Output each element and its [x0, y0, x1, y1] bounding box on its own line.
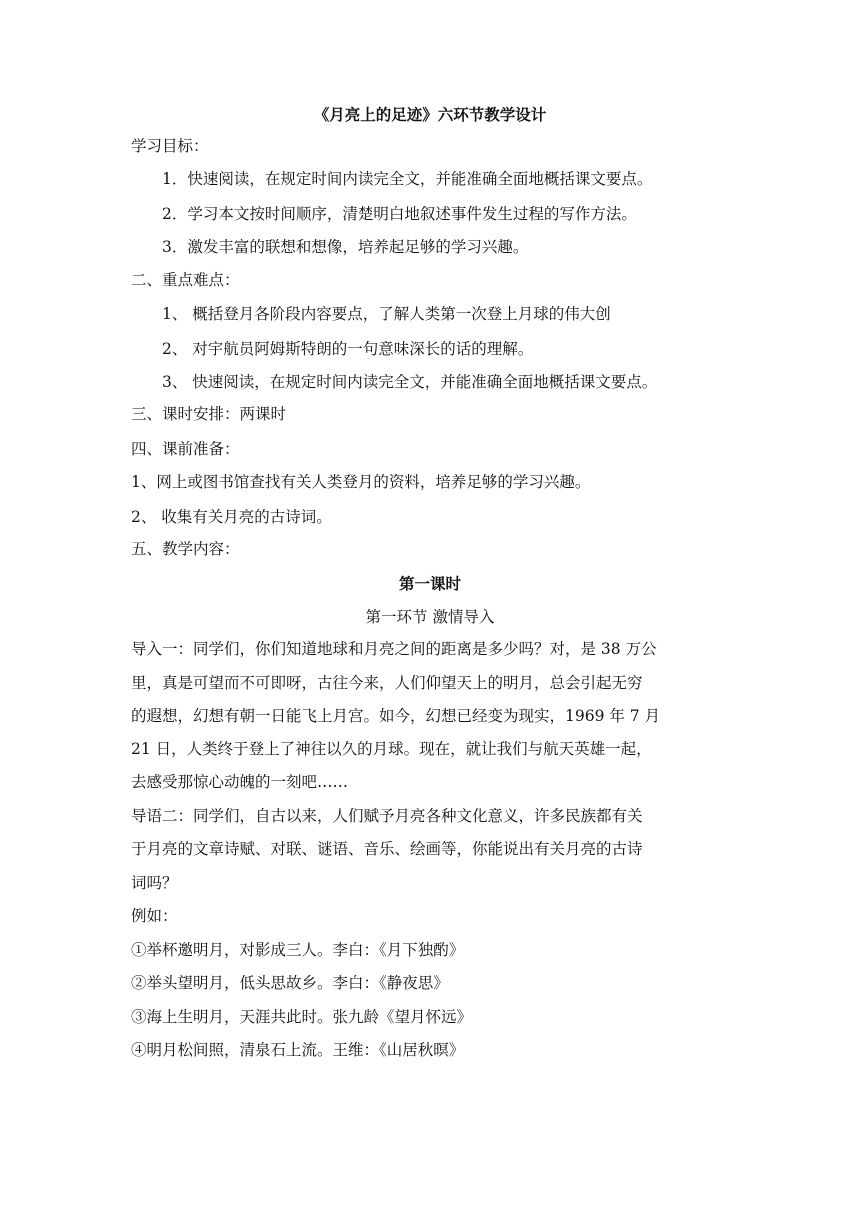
content-heading: 五、教学内容：	[131, 540, 240, 558]
prep-item-1: 1、网上或图书馆查找有关人类登月的资料，培养足够的学习兴趣。	[131, 473, 591, 491]
objective-1: 1．快速阅读，在规定时间内读完全文，并能准确全面地概括课文要点。	[162, 170, 653, 188]
period-title: 第一课时	[398, 574, 461, 593]
difficulty-heading: 二、重点难点：	[131, 271, 240, 289]
intro1-line-1: 导入一：同学们，你们知道地球和月亮之间的距离是多少吗？对，是 38 万公	[131, 640, 657, 658]
prep-heading: 四、课前准备：	[131, 440, 240, 458]
intro2-line-3: 词吗？	[131, 874, 178, 892]
difficulty-2: 2、 对宇航员阿姆斯特朗的一句意味深长的话的理解。	[162, 340, 534, 358]
intro1-line-5: 去感受那惊心动魄的一刻吧……	[131, 773, 349, 791]
schedule-line: 三、课时安排：两课时	[131, 405, 287, 423]
example-3: ③海上生明月，天涯共此时。张九龄《望月怀远》	[131, 1008, 473, 1026]
objective-2: 2．学习本文按时间顺序，清楚明白地叙述事件发生过程的写作方法。	[162, 205, 637, 223]
prep-item-2: 2、 收集有关月亮的古诗词。	[131, 508, 332, 526]
objective-3: 3．激发丰富的联想和想像，培养起足够的学习兴趣。	[162, 238, 529, 256]
document-title: 《月亮上的足迹》六环节教学设计	[313, 105, 547, 124]
intro1-line-3: 的遐想，幻想有朝一日能飞上月宫。如今，幻想已经变为现实，1969 年 7 月	[131, 707, 661, 725]
intro1-line-2: 里，真是可望而不可即呀，古往今来，人们仰望天上的明月，总会引起无穷	[131, 674, 643, 692]
objectives-heading: 学习目标：	[131, 137, 209, 155]
example-4: ④明月松间照，清泉石上流。王维：《山居秋暝》	[131, 1041, 465, 1059]
example-2: ②举头望明月，低头思故乡。李白：《静夜思》	[131, 974, 449, 992]
intro2-line-1: 导语二：同学们，自古以来，人们赋予月亮各种文化意义，许多民族都有关	[131, 807, 643, 825]
intro2-line-2: 于月亮的文章诗赋、对联、谜语、音乐、绘画等，你能说出有关月亮的古诗	[131, 840, 643, 858]
step-title: 第一环节 激情导入	[365, 608, 495, 626]
difficulty-3: 3、 快速阅读，在规定时间内读完全文，并能准确全面地概括课文要点。	[162, 373, 658, 391]
example-1: ①举杯邀明月，对影成三人。李白：《月下独酌》	[131, 941, 465, 959]
difficulty-1: 1、 概括登月各阶段内容要点，了解人类第一次登上月球的伟大创	[162, 305, 611, 323]
intro1-line-4: 21 日，人类终于登上了神往以久的月球。现在，就让我们与航天英雄一起，	[131, 740, 652, 758]
examples-heading: 例如：	[131, 907, 178, 925]
